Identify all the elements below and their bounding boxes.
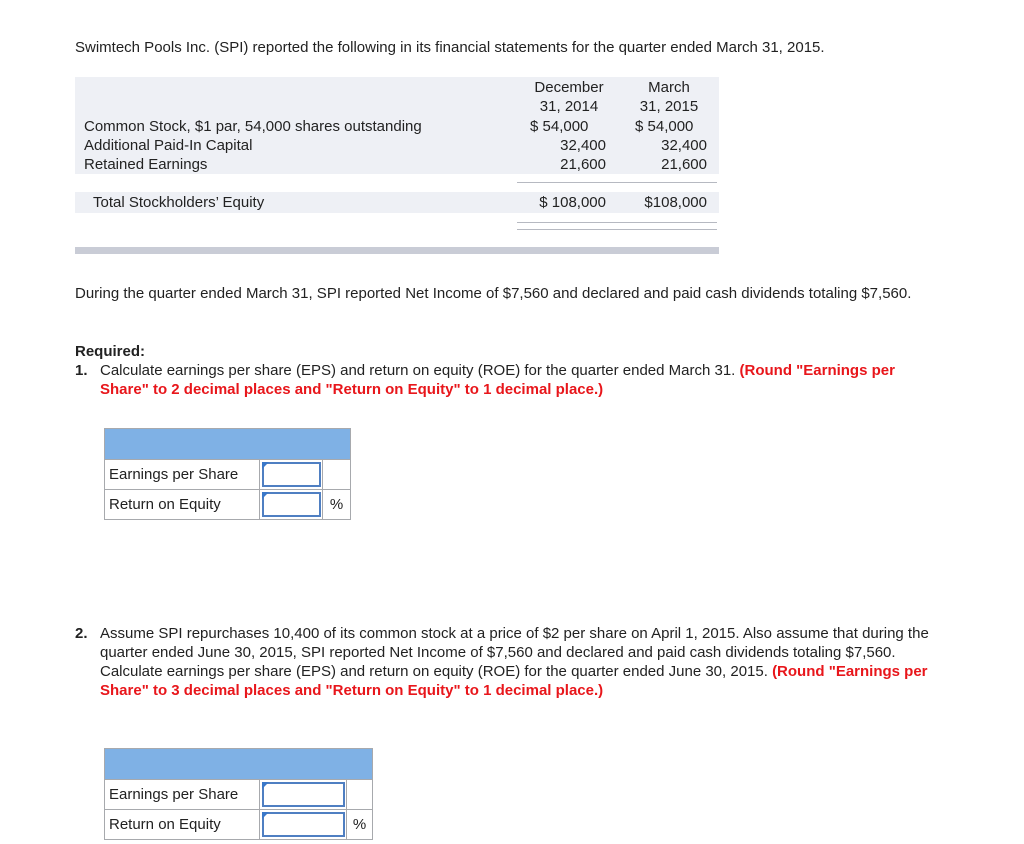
col-header-mar-line2: 31, 2015 bbox=[639, 98, 699, 115]
intro-text: Swimtech Pools Inc. (SPI) reported the following in its financial statements for the quarter ended March 31, 2015. bbox=[75, 39, 825, 56]
answer-grid-2-header bbox=[105, 749, 372, 780]
answer-grid-1-roe-row bbox=[105, 490, 350, 519]
row-label-common-stock: Common Stock, $1 par, 54,000 shares outstanding bbox=[84, 118, 422, 135]
double-rule-bottom bbox=[517, 229, 717, 230]
question-2-number: 2. bbox=[75, 625, 88, 642]
question-1 bbox=[75, 361, 935, 399]
roe-label: Return on Equity bbox=[105, 490, 260, 519]
roe-input-2[interactable] bbox=[262, 812, 345, 837]
input-marker-icon bbox=[262, 462, 269, 469]
row-label-apic: Additional Paid-In Capital bbox=[84, 137, 253, 154]
answer-grid-1-header bbox=[105, 429, 350, 460]
answer-grid-2-roe-row bbox=[105, 810, 372, 839]
roe-input-1[interactable] bbox=[262, 492, 321, 517]
answer-grid-2 bbox=[104, 748, 373, 840]
question-2-body bbox=[75, 624, 935, 700]
net-income-paragraph: During the quarter ended March 31, SPI reported Net Income of $7,560 and declared and paid cash dividends totaling $7,560. bbox=[75, 285, 912, 302]
question-1-text: Calculate earnings per share (EPS) and return on equity (ROE) for the quarter ended March 31. bbox=[100, 362, 740, 379]
financial-table bbox=[75, 77, 719, 257]
subtotal-rule bbox=[517, 182, 717, 183]
answer-grid-1-eps-row bbox=[105, 460, 350, 490]
cell-common-stock-mar: $ 54,000 bbox=[635, 118, 694, 135]
eps-input-2[interactable] bbox=[262, 782, 345, 807]
cell-retained-dec: 21,600 bbox=[560, 156, 606, 173]
row-label-retained-earnings: Retained Earnings bbox=[84, 156, 208, 173]
eps-empty-cell-1 bbox=[322, 460, 350, 489]
eps-input-1[interactable] bbox=[262, 462, 321, 487]
answer-grid-2-eps-row bbox=[105, 780, 372, 810]
eps-label: Earnings per Share bbox=[105, 780, 260, 809]
cell-total-mar: $108,000 bbox=[644, 194, 707, 211]
eps-empty-cell-2 bbox=[346, 780, 372, 809]
roe-label: Return on Equity bbox=[105, 810, 260, 839]
percent-symbol-1: % bbox=[322, 490, 350, 519]
eps-label: Earnings per Share bbox=[105, 460, 260, 489]
input-marker-icon bbox=[262, 812, 269, 819]
question-2-instruction: (Round "Earnings per Share" to 3 decimal places and "Return on Equity" to 1 decimal place.) bbox=[100, 663, 928, 699]
input-marker-icon bbox=[262, 492, 269, 499]
answer-grid-1 bbox=[104, 428, 351, 520]
question-1-instruction: (Round "Earnings per Share" to 2 decimal places and "Return on Equity" to 1 decimal place.) bbox=[100, 362, 895, 398]
required-section bbox=[75, 342, 935, 399]
table-bottom-bar bbox=[75, 247, 719, 254]
percent-symbol-2: % bbox=[346, 810, 372, 839]
question-2 bbox=[75, 624, 935, 700]
cell-total-dec: $ 108,000 bbox=[539, 194, 606, 211]
required-title: Required: bbox=[75, 343, 146, 360]
cell-apic-mar: 32,400 bbox=[661, 137, 707, 154]
question-2-text: Assume SPI repurchases 10,400 of its common stock at a price of $2 per share on April 1, 2015. Also assume that during the quarter ended June 30, 2015, SPI reported Net Income of $7,560 and declared and paid cash dividends totaling $7,560. Calculate earnings per share (EPS) and return on equity (ROE) for the quarter ended June 30, 2015. bbox=[100, 625, 929, 680]
cell-retained-mar: 21,600 bbox=[661, 156, 707, 173]
input-marker-icon bbox=[262, 782, 269, 789]
row-label-total-equity: Total Stockholders’ Equity bbox=[93, 194, 265, 211]
col-header-mar-line1: March bbox=[648, 79, 690, 96]
col-header-dec-line1: December bbox=[534, 79, 604, 96]
cell-apic-dec: 32,400 bbox=[560, 137, 606, 154]
question-1-number: 1. bbox=[75, 362, 88, 379]
col-header-dec-line2: 31, 2014 bbox=[539, 98, 599, 115]
double-rule-top bbox=[517, 222, 717, 223]
cell-common-stock-dec: $ 54,000 bbox=[530, 118, 589, 135]
